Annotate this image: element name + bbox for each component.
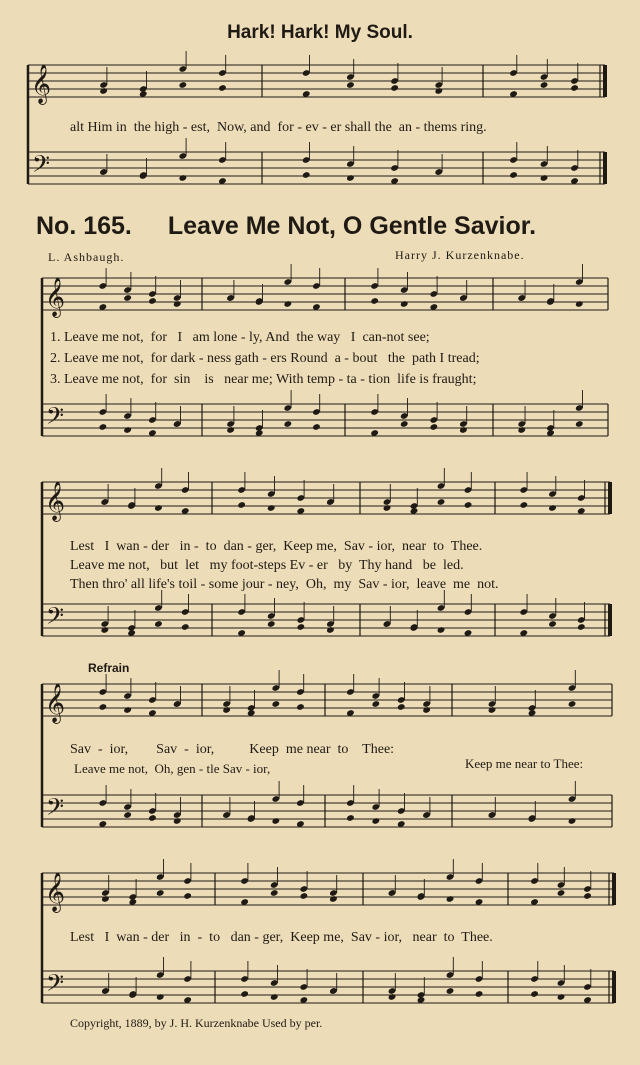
note: [446, 987, 455, 995]
verse-1-line-2: Lest I wan - der in - to dan - ger, Keep me, Sav - ior, near to Thee.: [70, 539, 483, 554]
note: [178, 174, 187, 182]
note: [346, 814, 355, 822]
note: [123, 811, 132, 819]
author-credit: Harry J. Kurzenknabe.: [395, 248, 525, 262]
note: [226, 426, 235, 434]
note: [222, 706, 231, 714]
note: [148, 814, 157, 822]
note: [422, 706, 431, 714]
top-hymn-lyric: alt Him in the high - est, Now, and for - ev - er shall the an - thems ring.: [70, 120, 487, 135]
note: [296, 703, 305, 711]
note: [568, 817, 577, 825]
top-hymn-title: Hark! Hark! My Soul.: [227, 22, 413, 43]
hymn-number: No. 165.: [36, 212, 132, 240]
note: [98, 703, 107, 711]
note: [101, 895, 110, 903]
bass-clef: 𝄢: [46, 969, 65, 1002]
note: [156, 889, 165, 897]
note: [237, 501, 246, 509]
bass-clef: 𝄢: [32, 150, 51, 183]
note: [156, 993, 165, 1001]
note: [100, 626, 109, 634]
note: [548, 620, 557, 628]
note: [390, 84, 399, 92]
refrain-alt-line: Leave me not, Oh, gen - tle Sav - ior,: [74, 761, 271, 776]
note: [370, 297, 379, 305]
hymn-heading: [36, 212, 616, 241]
note: [283, 300, 292, 308]
note: [267, 620, 276, 628]
note: [437, 498, 446, 506]
note: [173, 300, 182, 308]
note: [459, 426, 468, 434]
note: [434, 87, 443, 95]
note: [154, 620, 163, 628]
treble-clef: 𝄞: [45, 683, 66, 723]
refrain-label: Refrain: [88, 661, 130, 675]
note: [302, 171, 311, 179]
note: [123, 294, 132, 302]
note: [557, 993, 566, 1001]
note: [346, 81, 355, 89]
refrain-alt-right: Keep me near to Thee:: [465, 756, 584, 771]
note: [283, 420, 292, 428]
note: [464, 501, 473, 509]
bass-clef: 𝄢: [46, 793, 65, 826]
bass-clef: 𝄢: [46, 602, 65, 635]
note: [312, 423, 321, 431]
treble-clef: 𝄞: [45, 481, 66, 521]
note: [123, 706, 132, 714]
hymn-title: Leave Me Not, O Gentle Savior.: [167, 212, 537, 240]
note: [181, 623, 190, 631]
note: [99, 87, 108, 95]
note: [346, 174, 355, 182]
treble-clef: 𝄞: [45, 277, 66, 317]
verse-3-line-1: 3. Leave me not, for sin is near me; With temp - ta - tion life is fraught;: [50, 372, 477, 387]
note: [397, 703, 406, 711]
note: [400, 420, 409, 428]
note: [326, 626, 335, 634]
note: [568, 700, 577, 708]
note: [575, 420, 584, 428]
note: [388, 993, 397, 1001]
note: [517, 426, 526, 434]
note: [371, 700, 380, 708]
note: [540, 174, 549, 182]
verse-2-line-2: Leave me not, but let my foot-steps Ev - er by Thy hand be led.: [70, 558, 464, 573]
verse-2-line-1: 2. Leave me not, for dark - ness gath - ers Round a - bout the path I tread;: [50, 351, 480, 366]
note: [240, 990, 249, 998]
verse-3-line-2: Then thro' all life's toil - some jour - ney, Oh, my Sav - ior, leave me not.: [70, 577, 499, 592]
note: [446, 895, 455, 903]
note: [437, 626, 446, 634]
treble-clef: 𝄞: [45, 872, 66, 912]
note: [267, 504, 276, 512]
note: [299, 892, 308, 900]
note: [429, 423, 438, 431]
note: [575, 300, 584, 308]
note: [383, 504, 392, 512]
note: [270, 993, 279, 1001]
note: [123, 426, 132, 434]
note: [296, 623, 305, 631]
note: [509, 171, 518, 179]
note: [540, 81, 549, 89]
note: [271, 817, 280, 825]
refrain-line-1: Sav - ior, Sav - ior, Keep me near to Thee:: [70, 742, 395, 757]
note: [371, 817, 380, 825]
bass-clef: 𝄢: [46, 402, 65, 435]
treble-clef: 𝄞: [31, 64, 52, 104]
note: [475, 990, 484, 998]
note: [178, 81, 187, 89]
refrain-line-2: Lest I wan - der in - to dan - ger, Keep me, Sav - ior, near to Thee.: [70, 930, 493, 945]
note: [154, 504, 163, 512]
note: [583, 892, 592, 900]
note: [98, 423, 107, 431]
note: [519, 501, 528, 509]
note: [548, 504, 557, 512]
note: [148, 297, 157, 305]
note: [329, 895, 338, 903]
note: [530, 990, 539, 998]
copyright-notice: Copyright, 1889, by J. H. Kurzenknabe Used by per.: [70, 1016, 323, 1030]
note: [400, 300, 409, 308]
note: [183, 892, 192, 900]
note: [570, 84, 579, 92]
note: [557, 889, 566, 897]
note: [271, 700, 280, 708]
note: [218, 84, 227, 92]
note: [488, 706, 497, 714]
verse-1-line-1: 1. Leave me not, for I am lone - ly, And the way I can-not see;: [50, 330, 430, 345]
composer-credit: L. Ashbaugh.: [48, 250, 125, 264]
note: [270, 889, 279, 897]
note: [173, 817, 182, 825]
note: [577, 623, 586, 631]
